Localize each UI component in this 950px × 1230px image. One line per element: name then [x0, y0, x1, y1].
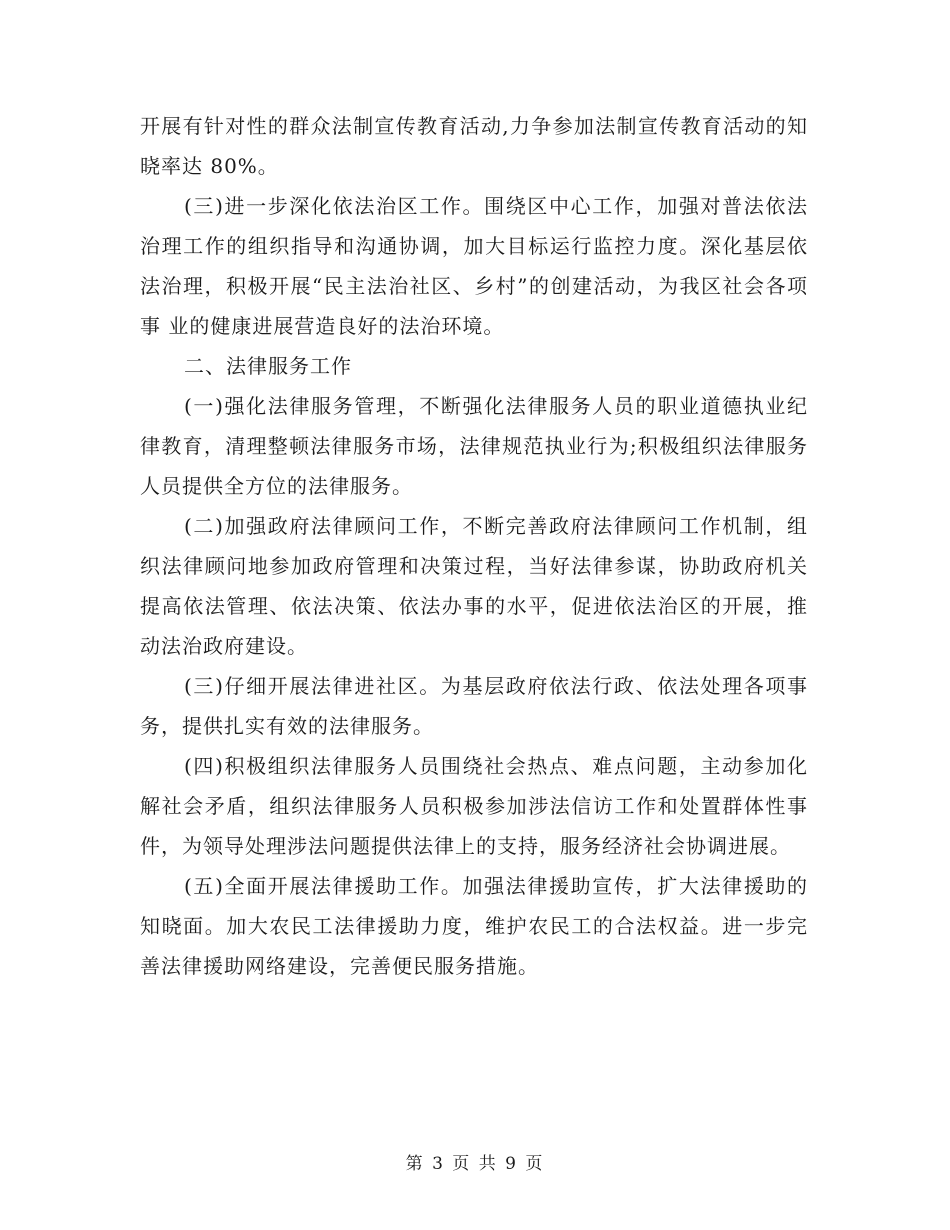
paragraph-6: (四)积极组织法律服务人员围绕社会热点、难点问题，主动参加化解社会矛盾，组织法律服务人员积极参加涉法信访工作和处置群体性事件，为领导处理涉法问题提供法律上的支持，服务经济社会协调进展。	[140, 754, 808, 858]
paragraph-3: (一)强化法律服务管理，不断强化法律服务人员的职业道德执业纪律教育，清理整顿法律服务市场，法律规范执业行为;积极组织法律服务人员提供全方位的法律服务。	[140, 394, 808, 498]
paragraph-7: (五)全面开展法律援助工作。加强法律援助宣传，扩大法律援助的知晓面。加大农民工法律援助力度，维护农民工的合法权益。进一步完善法律援助网络建设，完善便民服务措施。	[140, 874, 808, 978]
paragraph-5: (三)仔细开展法律进社区。为基层政府依法行政、依法处理各项事务，提供扎实有效的法律服务。	[140, 674, 808, 738]
paragraph-4: (二)加强政府法律顾问工作，不断完善政府法律顾问工作机制，组织法律顾问地参加政府管理和决策过程，当好法律参谋，协助政府机关提高依法管理、依法决策、依法办事的水平，促进依法治区的开展，推动法治政府建设。	[140, 514, 808, 658]
page-number-footer: 第 3 页 共 9 页	[405, 1154, 545, 1174]
document-body	[140, 106, 808, 986]
paragraph-2: (三)进一步深化依法治区工作。围绕区中心工作，加强对普法依法治理工作的组织指导和沟通协调，加大目标运行监控力度。深化基层依法治理，积极开展“民主法治社区、乡村”的创建活动，为我区社会各项事 业的健康进展营造良好的法治环境。	[140, 194, 808, 338]
paragraph-1: 开展有针对性的群众法制宣传教育活动,力争参加法制宣传教育活动的知晓率达 80%。	[140, 114, 808, 178]
section-heading: 二、法律服务工作	[184, 354, 352, 378]
